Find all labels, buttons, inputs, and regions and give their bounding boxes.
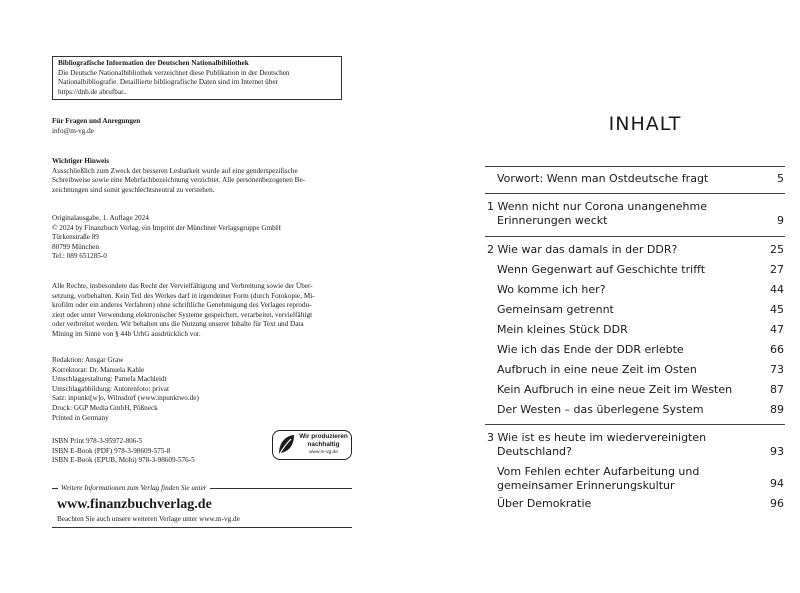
toc-entry-section[interactable] xyxy=(497,323,628,337)
toc-entry-section[interactable] xyxy=(497,383,732,397)
toc-entry-text: 3 Wie ist es heute im wiedervereinigten xyxy=(487,431,707,444)
toc-entry-text: Vorwort: Wenn man Ostdeutsche fragt xyxy=(497,172,709,185)
edition-line: Türkenstraße 89 xyxy=(52,233,99,242)
toc-divider xyxy=(485,236,785,237)
toc-entry-text-continued: Deutschland? xyxy=(497,445,572,458)
credits-line: Umschlaggestaltung: Pamela Machleidt xyxy=(52,375,167,384)
important-note-line: Ausschließlich zum Zweck der besseren Lesbarkeit wurde auf eine genderspezifische xyxy=(52,166,298,175)
publisher-info-label: Weitere Informationen zum Verlag finden Sie unter xyxy=(58,483,210,493)
important-note-line: Schreibweise sowie eine Mehrfachbezeichnung verzichtet. Alle personenbezogenen Be- xyxy=(52,176,306,185)
toc-entry-section[interactable] xyxy=(497,343,684,357)
isbn-line: ISBN E-Book (PDF) 978-3-98609-575-8 xyxy=(52,446,171,455)
toc-entry-page: 94 xyxy=(770,477,784,490)
toc-entry-page: 9 xyxy=(777,214,784,227)
toc-entry-text: Wenn Gegenwart auf Geschichte trifft xyxy=(497,263,706,276)
toc-entry-page: 87 xyxy=(770,383,784,396)
credits-line: Korrektorat: Dr. Manuela Kahle xyxy=(52,365,145,374)
bibliographic-info-line: Die Deutsche Nationalbibliothek verzeichnet diese Publikation in der Deutschen xyxy=(58,68,290,77)
important-note-title: Wichtiger Hinweis xyxy=(52,157,110,165)
toc-entry-page: 44 xyxy=(770,283,784,296)
toc-divider xyxy=(485,424,785,425)
toc-entry-text: Der Westen – das überlegene System xyxy=(497,403,704,416)
toc-entry-text: Gemeinsam getrennt xyxy=(497,303,614,316)
badge-line: Wir produzieren xyxy=(299,433,348,440)
badge-line: nachhaltig xyxy=(307,441,340,448)
important-note-line: zeichnungen sind somit geschlechtsneutral zu verstehen. xyxy=(52,185,215,194)
toc-entry-section[interactable] xyxy=(497,303,614,317)
toc-entry-chapter-3[interactable] xyxy=(487,431,706,459)
toc-entry-chapter-2[interactable] xyxy=(487,243,677,257)
toc-title: INHALT xyxy=(608,113,682,135)
publisher-url[interactable]: www.finanzbuchverlag.de xyxy=(57,497,212,512)
toc-entry-page: 25 xyxy=(770,243,784,256)
toc-entry-text-continued: gemeinsamer Erinnerungskultur xyxy=(497,479,675,492)
toc-entry-page: 96 xyxy=(770,497,784,510)
edition-line: Originalausgabe, 1. Auflage 2024 xyxy=(52,214,149,222)
bibliographic-info-line: Nationalbibliografie. Detaillierte bibliografische Daten sind im Internet über xyxy=(58,78,278,87)
toc-entry-section[interactable] xyxy=(497,283,606,297)
rights-line: ziert oder unter Verwendung elektronischer Systeme gespeichert, verarbeitet, vervielfältigt xyxy=(52,310,313,319)
toc-entry-text: Wie ich das Ende der DDR erlebte xyxy=(497,343,684,356)
toc-entry-section[interactable] xyxy=(497,465,699,493)
rights-line: krofilm oder ein anderes Verfahren) ohne schriftliche Genehmigung des Verlages reprodu- xyxy=(52,301,312,310)
toc-entry-page: 45 xyxy=(770,303,784,316)
toc-entry-section[interactable] xyxy=(497,497,591,511)
toc-entry-text: 1 Wenn nicht nur Corona unangenehme xyxy=(487,200,707,213)
isbn-line: ISBN E-Book (EPUB, Mobi) 978-3-98609-576-5 xyxy=(52,456,195,465)
rights-line: oder verbreitet werden. Wir behalten uns die Nutzung unserer Inhalte für Text und Data xyxy=(52,320,304,329)
edition-line: Tel.: 089 651285-0 xyxy=(52,252,107,261)
toc-entry-chapter-1[interactable] xyxy=(487,200,707,228)
bibliographic-info-line: https://dnb.de abrufbar.. xyxy=(58,87,127,96)
contact-email: info@m-vg.de xyxy=(52,126,94,135)
contact-title: Für Fragen und Anregungen xyxy=(52,117,141,125)
bibliographic-info-title: Bibliografische Information der Deutschen Nationalbibliothek xyxy=(58,59,249,67)
credits-line: Redaktion: Ansgar Graw xyxy=(52,356,124,364)
toc-entry-section[interactable] xyxy=(497,263,705,277)
rights-line: setzung, vorbehalten. Kein Teil des Werkes darf in irgendeiner Form (durch Fotokopie, Mi- xyxy=(52,291,315,300)
badge-url: www.m-vg.de xyxy=(309,450,338,455)
rights-line: Mining im Sinne von § 44b UrhG ausdrücklich vor. xyxy=(52,329,201,338)
toc-entry-section[interactable] xyxy=(497,403,704,417)
edition-line: © 2024 by Finanzbuch Verlag, ein Imprint der Münchner Verlagsgruppe GmbH xyxy=(52,223,281,232)
toc-divider xyxy=(485,193,785,194)
toc-entry-text: Kein Aufbruch in eine neue Zeit im Westen xyxy=(497,383,733,396)
toc-entry-page: 89 xyxy=(770,403,784,416)
toc-entry-page: 47 xyxy=(770,323,784,336)
toc-entry-page: 27 xyxy=(770,263,784,276)
edition-line: 80799 München xyxy=(52,242,99,251)
toc-entry-page: 73 xyxy=(770,363,784,376)
credits-line: Umschlagabbildung: Autorenfoto: privat xyxy=(52,384,169,393)
toc-entry-text: Mein kleines Stück DDR xyxy=(497,323,628,336)
toc-entry-text: 2 Wie war das damals in der DDR? xyxy=(487,243,678,256)
publisher-note: Beachten Sie auch unsere weiteren Verlage unter www.m-vg.de xyxy=(57,515,240,523)
toc-divider xyxy=(485,166,785,167)
toc-entry-page: 5 xyxy=(777,172,784,185)
credits-line: Druck: GGP Media GmbH, Pößneck xyxy=(52,403,158,412)
credits-line: Printed in Germany xyxy=(52,413,109,422)
toc-entry-text: Wo komme ich her? xyxy=(497,283,606,296)
toc-entry-page: 66 xyxy=(770,343,784,356)
rights-line: Alle Rechte, insbesondere das Recht der Vervielfältigung und Verbreitung sowie der Über- xyxy=(52,282,313,290)
toc-entry-text: Aufbruch in eine neue Zeit im Osten xyxy=(497,363,697,376)
credits-line: Satz: inpunkt[w]o, Wilnsdorf (www.inpunktwo.de) xyxy=(52,394,199,403)
toc-entry-text-continued: Erinnerungen weckt xyxy=(497,214,608,227)
toc-entry-text: Über Demokratie xyxy=(497,497,592,510)
isbn-line: ISBN Print 978-3-95972-806-5 xyxy=(52,437,143,445)
toc-entry-text: Vom Fehlen echter Aufarbeitung und xyxy=(497,465,700,478)
toc-entry-section[interactable] xyxy=(497,363,697,377)
toc-entry-page: 93 xyxy=(770,445,784,458)
